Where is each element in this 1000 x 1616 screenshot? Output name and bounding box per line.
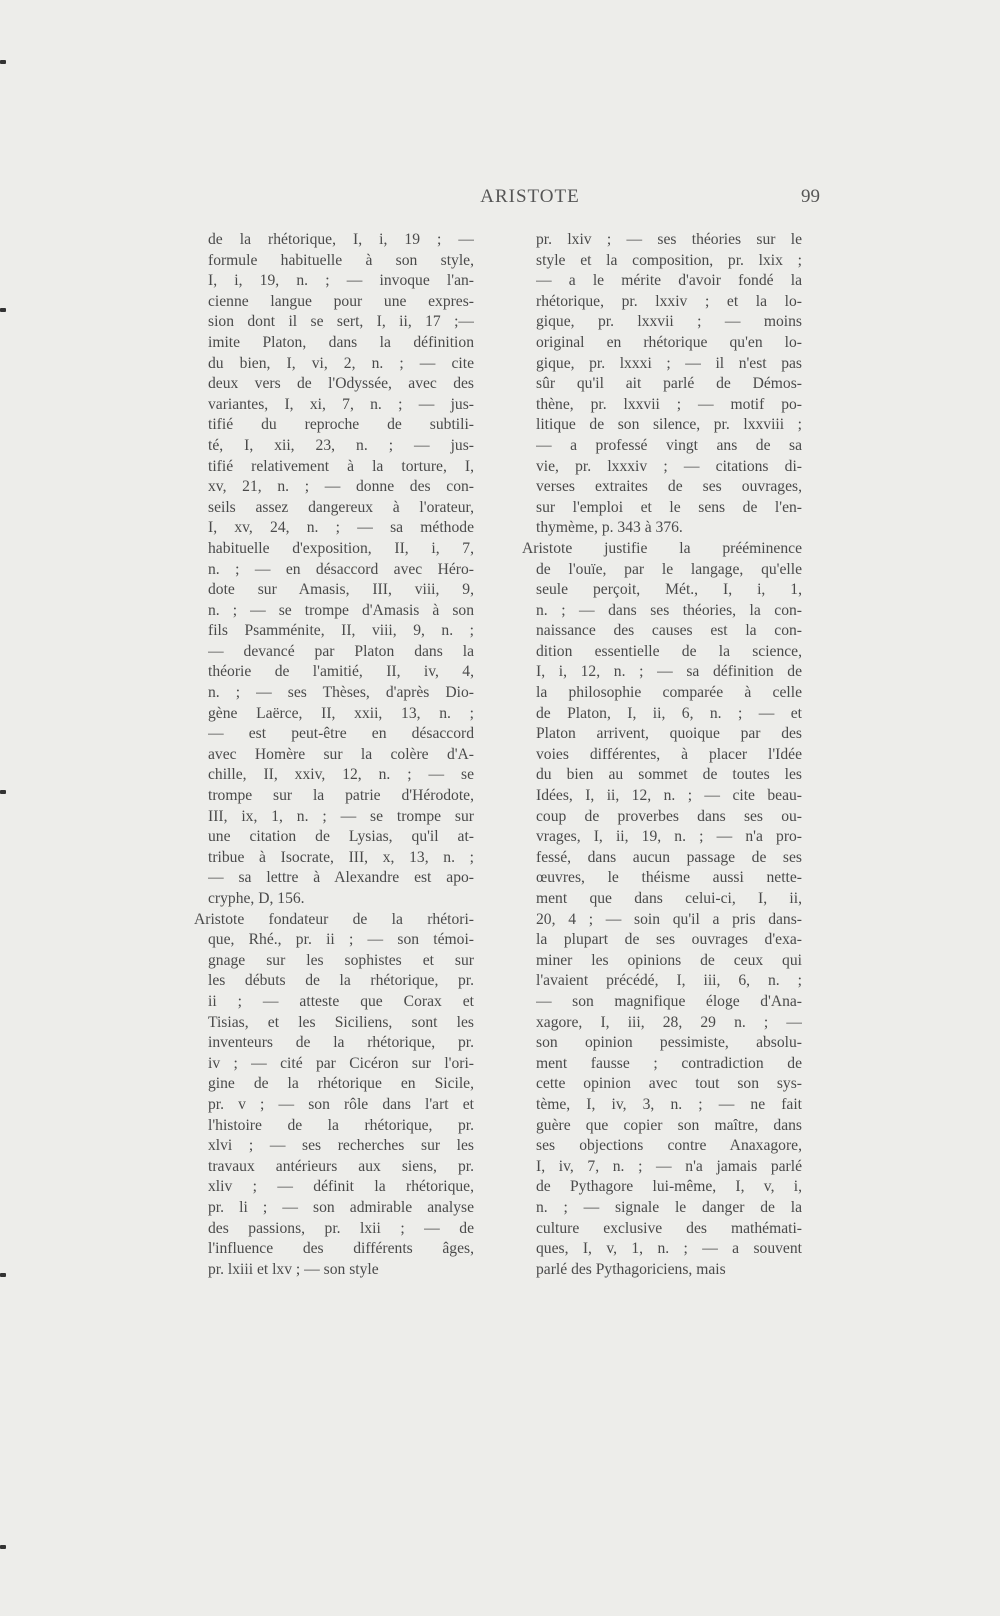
text-line: — devancé par Platon dans la [208, 642, 474, 660]
margin-mark [0, 308, 6, 312]
text-line: une citation de Lysias, qu'il at- [208, 828, 474, 846]
text-line: litique de son silence, pr. lxxviii ; [536, 416, 802, 434]
text-line: — son magnifique éloge d'Ana- [536, 992, 802, 1010]
text-line: culture exclusive des mathémati- [536, 1219, 802, 1237]
text-line: pr. lxiii et lxv ; — son style [208, 1260, 379, 1278]
text-line: de l'ouïe, par le langage, qu'elle [536, 560, 802, 578]
text-line: travaux antérieurs aux siens, pr. [208, 1157, 474, 1175]
text-line: ment fausse ; contradiction de [536, 1054, 802, 1072]
page-number: 99 [801, 186, 820, 207]
text-line: xlvi ; — ses recherches sur les [208, 1137, 474, 1155]
text-line: cryphe, D, 156. [208, 890, 305, 907]
text-line: pr. v ; — son rôle dans l'art et [208, 1095, 474, 1113]
text-line: variantes, I, xi, 7, n. ; — jus- [208, 395, 474, 413]
text-line: gnage sur les sophistes et sur [208, 951, 474, 969]
text-line: pr. li ; — son admirable analyse [208, 1198, 474, 1216]
text-line: de Pythagore lui-même, I, v, i, [536, 1178, 802, 1196]
text-line: té, I, xii, 23, n. ; — jus- [208, 436, 474, 454]
text-line: xv, 21, n. ; — donne des con- [208, 478, 474, 496]
text-line: verses extraites de ses ouvrages, [536, 478, 802, 496]
text-line: — sa lettre à Alexandre est apo- [208, 869, 474, 887]
text-line: tribue à Isocrate, III, x, 13, n. ; [208, 848, 474, 866]
text-line: thymème, p. 343 à 376. [536, 519, 683, 537]
text-line: thène, pr. lxxvii ; — motif po- [536, 395, 802, 413]
text-line: ses objections contre Anaxagore, [536, 1137, 802, 1155]
text-line: cette opinion avec tout son sys- [536, 1075, 802, 1093]
text-line: n. ; — signale le danger de la [536, 1198, 802, 1216]
text-line: dition essentielle de la science, [536, 642, 802, 660]
margin-mark [0, 1273, 6, 1277]
text-line: deux vers de l'Odyssée, avec des [208, 375, 474, 393]
text-line: gine de la rhétorique en Sicile, [208, 1075, 474, 1093]
text-line: guère que copier son maître, dans [536, 1116, 802, 1134]
text-line: son opinion pessimiste, absolu- [536, 1034, 802, 1052]
text-line: n. ; — dans ses théories, la con- [536, 601, 802, 619]
text-line: sion dont il se sert, I, ii, 17 ;— [208, 313, 474, 331]
text-line: style et la composition, pr. lxix ; [536, 251, 802, 269]
text-line: ii ; — atteste que Corax et [208, 992, 474, 1010]
text-line: vie, pr. lxxxiv ; — citations di- [536, 457, 802, 475]
text-line: III, ix, 1, n. ; — se trompe sur [208, 807, 474, 825]
text-line: ment que dans celui-ci, I, ii, [536, 890, 802, 907]
text-line: seule perçoit, Mét., I, i, 1, [536, 581, 802, 599]
text-line: sûr qu'il ait parlé de Démos- [536, 375, 802, 393]
text-line: la philosophie comparée à celle [536, 684, 802, 702]
text-line: Platon arrivent, quoique par des [536, 725, 802, 743]
text-line: la plupart de ses ouvrages d'exa- [536, 931, 802, 949]
text-line: Idées, I, ii, 12, n. ; — cite beau- [536, 787, 802, 805]
text-line: original en rhétorique qu'en lo- [536, 333, 802, 351]
text-line: de la rhétorique, I, i, 19 ; — [208, 231, 474, 248]
text-line: gique, pr. lxxvii ; — moins [536, 313, 802, 331]
margin-mark [0, 60, 6, 64]
text-line: inventeurs de la rhétorique, pr. [208, 1034, 474, 1052]
text-line: que, Rhé., pr. ii ; — son témoi- [208, 931, 474, 949]
text-line: du bien au sommet de toutes les [536, 766, 802, 784]
text-line: miner les opinions de ceux qui [536, 951, 802, 969]
text-line: vrages, I, ii, 19, n. ; — n'a pro- [536, 828, 802, 846]
text-line: habituelle d'exposition, II, i, 7, [208, 539, 474, 557]
text-line: voies différentes, à placer l'Idée [536, 745, 802, 763]
text-line: l'influence des différents âges, [208, 1240, 474, 1258]
text-line: ques, I, v, 1, n. ; — a souvent [536, 1240, 802, 1258]
text-line: xagore, I, iii, 28, 29 n. ; — [536, 1013, 802, 1031]
margin-mark [0, 1545, 6, 1549]
text-line: iv ; — cité par Cicéron sur l'ori- [208, 1054, 474, 1072]
text-line: les débuts de la rhétorique, pr. [208, 972, 474, 990]
running-head [0, 186, 1000, 214]
text-line: tifié du reproche de subtili- [208, 416, 474, 434]
text-line: naissance des causes est la con- [536, 622, 802, 640]
left-column [194, 230, 474, 1280]
text-line: — a le mérite d'avoir fondé la [536, 272, 802, 290]
text-line: n. ; — se trompe d'Amasis à son [208, 601, 474, 619]
text-line: n. ; — en désaccord avec Héro- [208, 560, 474, 578]
right-column [522, 230, 802, 1280]
text-line: I, i, 12, n. ; — sa définition de [536, 663, 802, 681]
text-line: coup de proverbes dans ses ou- [536, 807, 802, 825]
text-line: sur l'emploi et le sens de l'en- [536, 498, 802, 516]
margin-mark [0, 790, 6, 794]
text-line: I, i, 19, n. ; — invoque l'an- [208, 272, 474, 290]
text-line: formule habituelle à son style, [208, 251, 474, 269]
text-line: pr. lxiv ; — ses théories sur le [536, 231, 802, 248]
text-line: gène Laërce, II, xxii, 13, n. ; [208, 704, 474, 722]
text-line: I, iv, 7, n. ; — n'a jamais parlé [536, 1157, 802, 1175]
text-line: trompe sur la patrie d'Hérodote, [208, 787, 474, 805]
text-line: chille, II, xxiv, 12, n. ; — se [208, 766, 474, 784]
text-line: fils Psamménite, II, viii, 9, n. ; [208, 622, 474, 640]
text-line: rhétorique, pr. lxxiv ; et la lo- [536, 292, 802, 310]
text-line: fessé, dans aucun passage de ses [536, 848, 802, 866]
text-line: parlé des Pythagoriciens, mais [536, 1260, 726, 1278]
text-line: œuvres, le théisme aussi nette- [536, 869, 802, 887]
text-line: du bien, I, vi, 2, n. ; — cite [208, 354, 474, 372]
text-line: tifié relativement à la torture, I, [208, 457, 474, 475]
text-line: théorie de l'amitié, II, iv, 4, [208, 663, 474, 681]
text-line: imite Platon, dans la définition [208, 333, 474, 351]
text-line: gique, pr. lxxxi ; — il n'est pas [536, 354, 802, 372]
text-line: seils assez dangereux à l'orateur, [208, 498, 474, 516]
text-line: l'histoire de la rhétorique, pr. [208, 1116, 474, 1134]
text-line: Tisias, et les Siciliens, sont les [208, 1013, 474, 1031]
text-line: — a professé vingt ans de sa [536, 436, 802, 454]
text-line: des passions, pr. lxii ; — de [208, 1219, 474, 1237]
text-line: tème, I, iv, 3, n. ; — ne fait [536, 1095, 802, 1113]
text-line: n. ; — ses Thèses, d'après Dio- [208, 684, 474, 702]
text-line: I, xv, 24, n. ; — sa méthode [208, 519, 474, 537]
text-line: cienne langue pour une expres- [208, 292, 474, 310]
text-line: dote sur Amasis, III, viii, 9, [208, 581, 474, 599]
running-title: ARISTOTE [480, 186, 580, 207]
text-line: Aristote justifie la prééminence [522, 539, 802, 557]
text-line: avec Homère sur la colère d'A- [208, 745, 474, 763]
text-line: de Platon, I, ii, 6, n. ; — et [536, 704, 802, 722]
text-line: Aristote fondateur de la rhétori- [194, 910, 474, 928]
text-line: l'avaient précédé, I, iii, 6, n. ; [536, 972, 802, 990]
text-line: xliv ; — définit la rhétorique, [208, 1178, 474, 1196]
text-line: — est peut-être en désaccord [208, 725, 474, 743]
text-line: 20, 4 ; — soin qu'il a pris dans- [536, 910, 802, 928]
